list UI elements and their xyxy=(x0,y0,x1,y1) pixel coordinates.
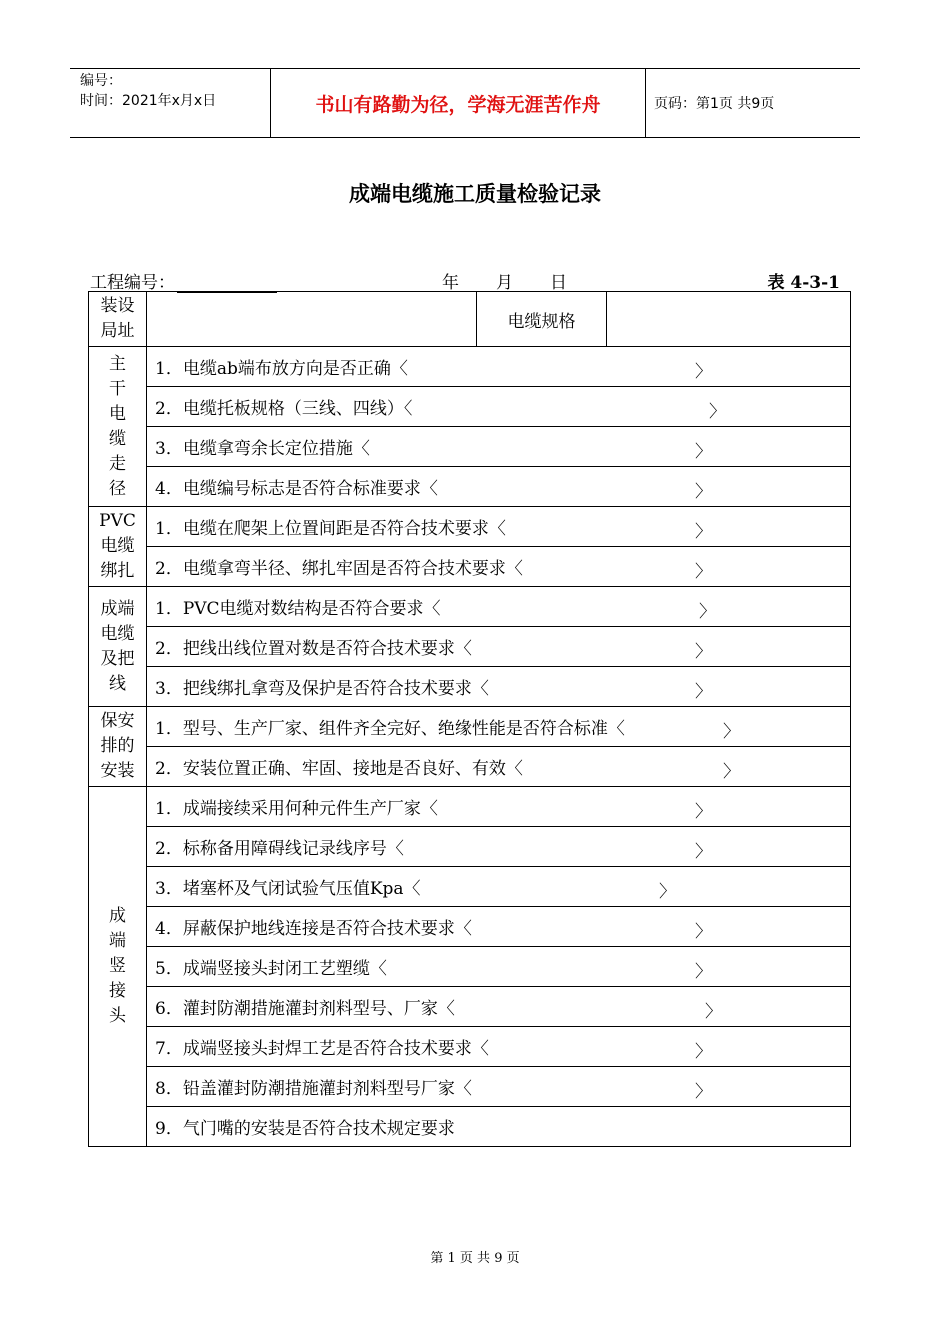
section-label: 成端电缆及把线 xyxy=(89,587,147,707)
check-item-text: 1．型号、生产厂家、组件齐全完好、绝缘性能是否符合标准〈 xyxy=(155,719,625,739)
check-item-close-bracket: 〉 xyxy=(709,402,726,422)
check-item-text: 2．把线出线位置对数是否符合技术要求〈 xyxy=(155,639,472,659)
check-item-text: 2．标称备用障碍线记录线序号〈 xyxy=(155,839,404,859)
check-item-close-bracket: 〉 xyxy=(699,602,716,622)
check-item-text: 1．电缆ab端布放方向是否正确〈 xyxy=(155,359,408,379)
check-item-close-bracket: 〉 xyxy=(723,762,740,782)
check-item-text: 9．气门嘴的安装是否符合技术规定要求 xyxy=(155,1119,455,1139)
check-item xyxy=(147,747,851,787)
table-row xyxy=(89,987,851,1027)
check-item xyxy=(147,1027,851,1067)
check-item-text: 6．灌封防潮措施灌封剂料型号、厂家〈 xyxy=(155,999,455,1019)
check-item xyxy=(147,707,851,747)
meta-row xyxy=(90,268,850,293)
table-row xyxy=(89,707,851,747)
table-row xyxy=(89,587,851,627)
table-row xyxy=(89,387,851,427)
time-label: 时间：2021年x月x日 xyxy=(80,93,217,109)
table-row xyxy=(89,507,851,547)
check-item-close-bracket: 〉 xyxy=(659,882,676,902)
check-item-close-bracket: 〉 xyxy=(695,842,712,862)
date-year: 年 xyxy=(442,273,459,293)
check-item-close-bracket: 〉 xyxy=(695,482,712,502)
check-item-close-bracket: 〉 xyxy=(695,522,712,542)
project-number xyxy=(90,268,277,293)
check-item-close-bracket: 〉 xyxy=(695,442,712,462)
check-item-text: 1．电缆在爬架上位置间距是否符合技术要求〈 xyxy=(155,519,506,539)
check-item xyxy=(147,667,851,707)
section-label: 保安排的安装 xyxy=(89,707,147,787)
table-row xyxy=(89,627,851,667)
check-item-text: 3．把线绑扎拿弯及保护是否符合技术要求〈 xyxy=(155,679,489,699)
check-item xyxy=(147,787,851,827)
check-item-close-bracket: 〉 xyxy=(695,962,712,982)
check-item xyxy=(147,347,851,387)
table-row xyxy=(89,547,851,587)
table-row xyxy=(89,747,851,787)
install-location-value xyxy=(147,292,477,347)
section-label: PVC电缆绑扎 xyxy=(89,507,147,587)
check-item-text: 1．成端接续采用何种元件生产厂家〈 xyxy=(155,799,438,819)
check-item-close-bracket: 〉 xyxy=(695,1082,712,1102)
check-item-text: 2．电缆托板规格（三线、四线）〈 xyxy=(155,399,413,419)
cable-spec-value xyxy=(607,292,851,347)
header-motto: 书山有路勤为径，学海无涯苦作舟 xyxy=(270,69,646,137)
check-item xyxy=(147,1067,851,1107)
check-item-text: 3．堵塞杯及气闭试验气压值Kpa〈 xyxy=(155,879,421,899)
install-location-label: 装设局址 xyxy=(89,292,147,347)
check-item-close-bracket: 〉 xyxy=(695,642,712,662)
check-item-close-bracket: 〉 xyxy=(695,682,712,702)
check-item xyxy=(147,987,851,1027)
number-label: 编号： xyxy=(80,73,122,89)
table-row xyxy=(89,467,851,507)
check-item-close-bracket: 〉 xyxy=(705,1002,722,1022)
check-item xyxy=(147,907,851,947)
table-row xyxy=(89,947,851,987)
cable-spec-label: 电缆规格 xyxy=(477,292,607,347)
check-item-close-bracket: 〉 xyxy=(695,802,712,822)
table-row xyxy=(89,867,851,907)
project-label: 工程编号： xyxy=(90,273,175,293)
check-item-close-bracket: 〉 xyxy=(695,362,712,382)
inspection-table xyxy=(88,291,851,1147)
check-item-close-bracket: 〉 xyxy=(695,922,712,942)
table-row xyxy=(89,907,851,947)
check-item-text: 3．电缆拿弯余长定位措施〈 xyxy=(155,439,370,459)
page-header xyxy=(70,68,860,138)
check-item xyxy=(147,947,851,987)
header-left xyxy=(80,71,270,111)
check-item xyxy=(147,827,851,867)
check-item xyxy=(147,507,851,547)
table-row xyxy=(89,1107,851,1147)
document-title: 成端电缆施工质量检验记录 xyxy=(349,182,601,206)
check-item-text: 4．屏蔽保护地线连接是否符合技术要求〈 xyxy=(155,919,472,939)
table-row xyxy=(89,667,851,707)
check-item xyxy=(147,387,851,427)
table-row xyxy=(89,827,851,867)
table-row xyxy=(89,1027,851,1067)
check-item-text: 4．电缆编号标志是否符合标准要求〈 xyxy=(155,479,438,499)
check-item-text: 5．成端竖接头封闭工艺塑缆〈 xyxy=(155,959,387,979)
check-item-text: 8．铅盖灌封防潮措施灌封剂料型号厂家〈 xyxy=(155,1079,472,1099)
table-row xyxy=(89,787,851,827)
check-item-close-bracket: 〉 xyxy=(695,1042,712,1062)
date-day: 日 xyxy=(550,273,567,293)
check-item xyxy=(147,427,851,467)
section-label: 主干电缆走径 xyxy=(89,347,147,507)
check-item-text: 1．PVC电缆对数结构是否符合要求〈 xyxy=(155,599,441,619)
date-month: 月 xyxy=(496,273,513,293)
page-footer: 第 1 页 共 9 页 xyxy=(430,1251,520,1266)
check-item xyxy=(147,1107,851,1147)
check-item-close-bracket: 〉 xyxy=(723,722,740,742)
section-label: 成端竖接头 xyxy=(89,787,147,1147)
check-item-close-bracket: 〉 xyxy=(695,562,712,582)
check-item xyxy=(147,627,851,667)
check-item-text: 2．电缆拿弯半径、绑扎牢固是否符合技术要求〈 xyxy=(155,559,523,579)
table-number: 表 4-3-1 xyxy=(767,273,840,293)
table-row xyxy=(89,292,851,347)
check-item xyxy=(147,867,851,907)
table-row xyxy=(89,347,851,387)
check-item xyxy=(147,467,851,507)
check-item xyxy=(147,587,851,627)
header-page-info: 页码：第1页 共9页 xyxy=(654,96,775,112)
date-fields xyxy=(442,268,604,293)
check-item xyxy=(147,547,851,587)
table-row xyxy=(89,1067,851,1107)
check-item-text: 7．成端竖接头封焊工艺是否符合技术要求〈 xyxy=(155,1039,489,1059)
check-item-text: 2．安装位置正确、牢固、接地是否良好、有效〈 xyxy=(155,759,523,779)
table-row xyxy=(89,427,851,467)
